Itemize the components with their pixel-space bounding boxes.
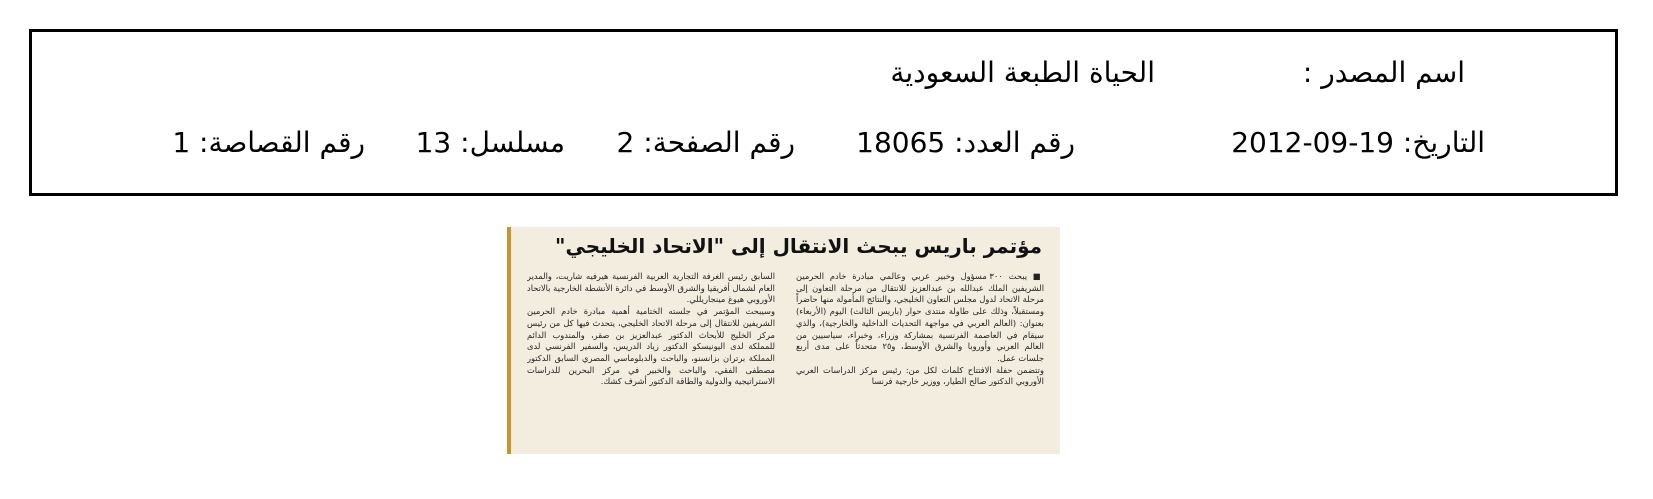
clipping-metadata-box: [29, 29, 1618, 196]
clipping-number-field: رقم القصاصة: 1: [172, 126, 365, 159]
date-field: التاريخ: 19-09-2012: [1231, 126, 1485, 159]
article-column-left: [527, 271, 775, 449]
article-paragraph: وسيبحث المؤتمر في جلسته الختامية أهمية مبادرة خادم الحرمين الشريفين للانتقال إلى مرحلة الاتحاد الخليجي، يتحدث فيها كل من رئيس مركز الخليج للأبحاث الدكتور عبدالعزيز بن صقر، والمندوب الدائم للمملكة لدى اليونيسكو الدكتور زياد الدريس، والسفير الفرنسي لدى المملكة برتران بزانسنو، والباحث والدبلوماسي المصري السابق الدكتور مصطفى الفقي، والباحث والخبير في مركز البحرين للدراسات الاستراتيجية والدولية والطاقة الدكتور أشرف كشك.: [527, 306, 775, 387]
newspaper-clipping: [507, 227, 1060, 454]
article-paragraph: ■ يبحث ٣٠٠ مسؤول وخبير عربي وعالمي مبادرة خادم الحرمين الشريفين الملك عبدالله بن عبدالعزيز للانتقال من مرحلة التعاون إلى مرحلة الاتحاد لدول مجلس التعاون الخليجي، والنتائج المأمولة منها حاضراً ومستقبلاً، وذلك على طاولة منتدى حوار (باريس الثالث) اليوم (الأربعاء) بعنوان: (العالم العربي في مواجهة التحديات الداخلية والخارجية)، والذي سيقام في العاصمة الفرنسية بمشاركة وزراء، وخبراء، سياسيين من العالم العربي وأوروبا والشرق الأوسط، و٢٥ متحدثاً على مدى أربع جلسات عمل.: [796, 271, 1044, 363]
issue-number-field: رقم العدد: 18065: [856, 126, 1075, 159]
article-paragraph: وتتضمن حفلة الافتتاح كلمات لكل من: رئيس مركز الدراسات العربي الأوروبي الدكتور صالح الطيار، ووزير خارجية فرنسا: [796, 364, 1044, 387]
source-label: اسم المصدر :: [1302, 56, 1465, 89]
page-number-field: رقم الصفحة: 2: [616, 126, 795, 159]
article-headline: مؤتمر باريس يبحث الانتقال إلى "الاتحاد الخليجي": [555, 234, 1042, 258]
source-value: الحياة الطبعة السعودية: [890, 56, 1155, 89]
serial-field: مسلسل: 13: [415, 126, 565, 159]
article-paragraph: السابق رئيس الغرفة التجارية العربية الفرنسية هيرفيه شاريت، والمدير العام لشمال أفريقيا والشرق الأوسط في دائرة الأنشطة الخارجية بالاتحاد الأوروبي هيوغ مينجاريللي.: [527, 271, 775, 305]
article-column-right: [796, 271, 1044, 449]
